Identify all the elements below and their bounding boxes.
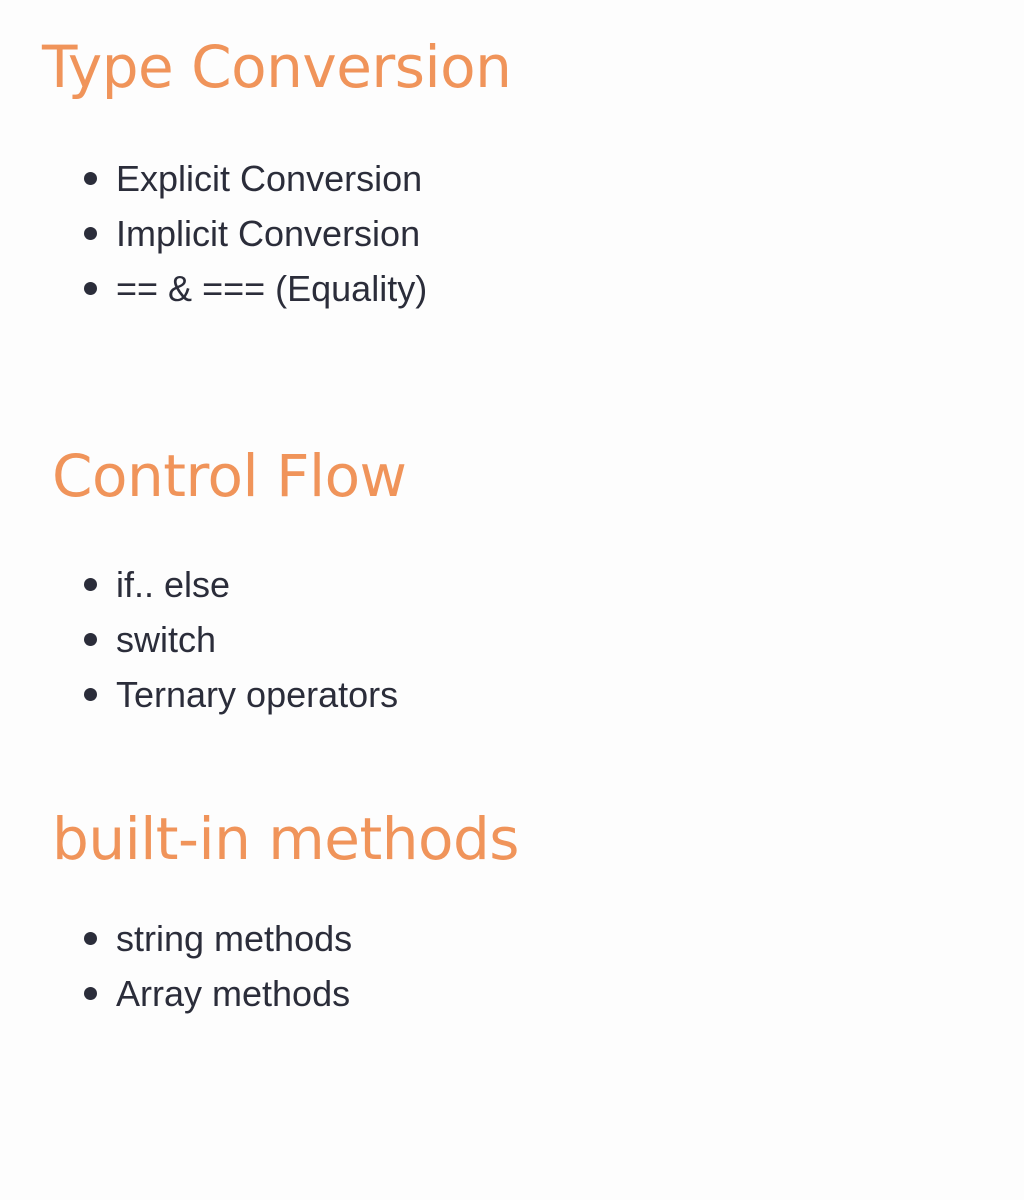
bullet-icon xyxy=(84,172,97,185)
bullet-icon xyxy=(84,282,97,295)
list-item-text: if.. else xyxy=(116,564,231,605)
list-item xyxy=(84,261,427,316)
list-item-text: string methods xyxy=(116,918,353,959)
list-item-text: Ternary operators xyxy=(116,674,399,715)
list-item-text: Implicit Conversion xyxy=(116,213,421,254)
bullet-icon xyxy=(84,633,97,646)
section-heading: Control Flow xyxy=(52,442,407,510)
section-heading: Type Conversion xyxy=(42,33,512,101)
bullet-icon xyxy=(84,987,97,1000)
list-item-text: Explicit Conversion xyxy=(116,158,423,199)
list-item xyxy=(84,206,427,261)
list-item xyxy=(84,667,398,722)
section-heading: built-in methods xyxy=(52,805,519,873)
bullet-icon xyxy=(84,227,97,240)
list-item xyxy=(84,966,352,1021)
bullet-icon xyxy=(84,688,97,701)
bullet-icon xyxy=(84,932,97,945)
list-item-text: == & === (Equality) xyxy=(116,268,428,309)
list-item xyxy=(84,557,398,612)
bullet-list xyxy=(84,911,352,1021)
bullet-list xyxy=(84,557,398,722)
bullet-icon xyxy=(84,578,97,591)
list-item xyxy=(84,151,427,206)
list-item xyxy=(84,911,352,966)
list-item xyxy=(84,612,398,667)
list-item-text: switch xyxy=(116,619,217,660)
bullet-list xyxy=(84,151,427,316)
list-item-text: Array methods xyxy=(116,973,351,1014)
